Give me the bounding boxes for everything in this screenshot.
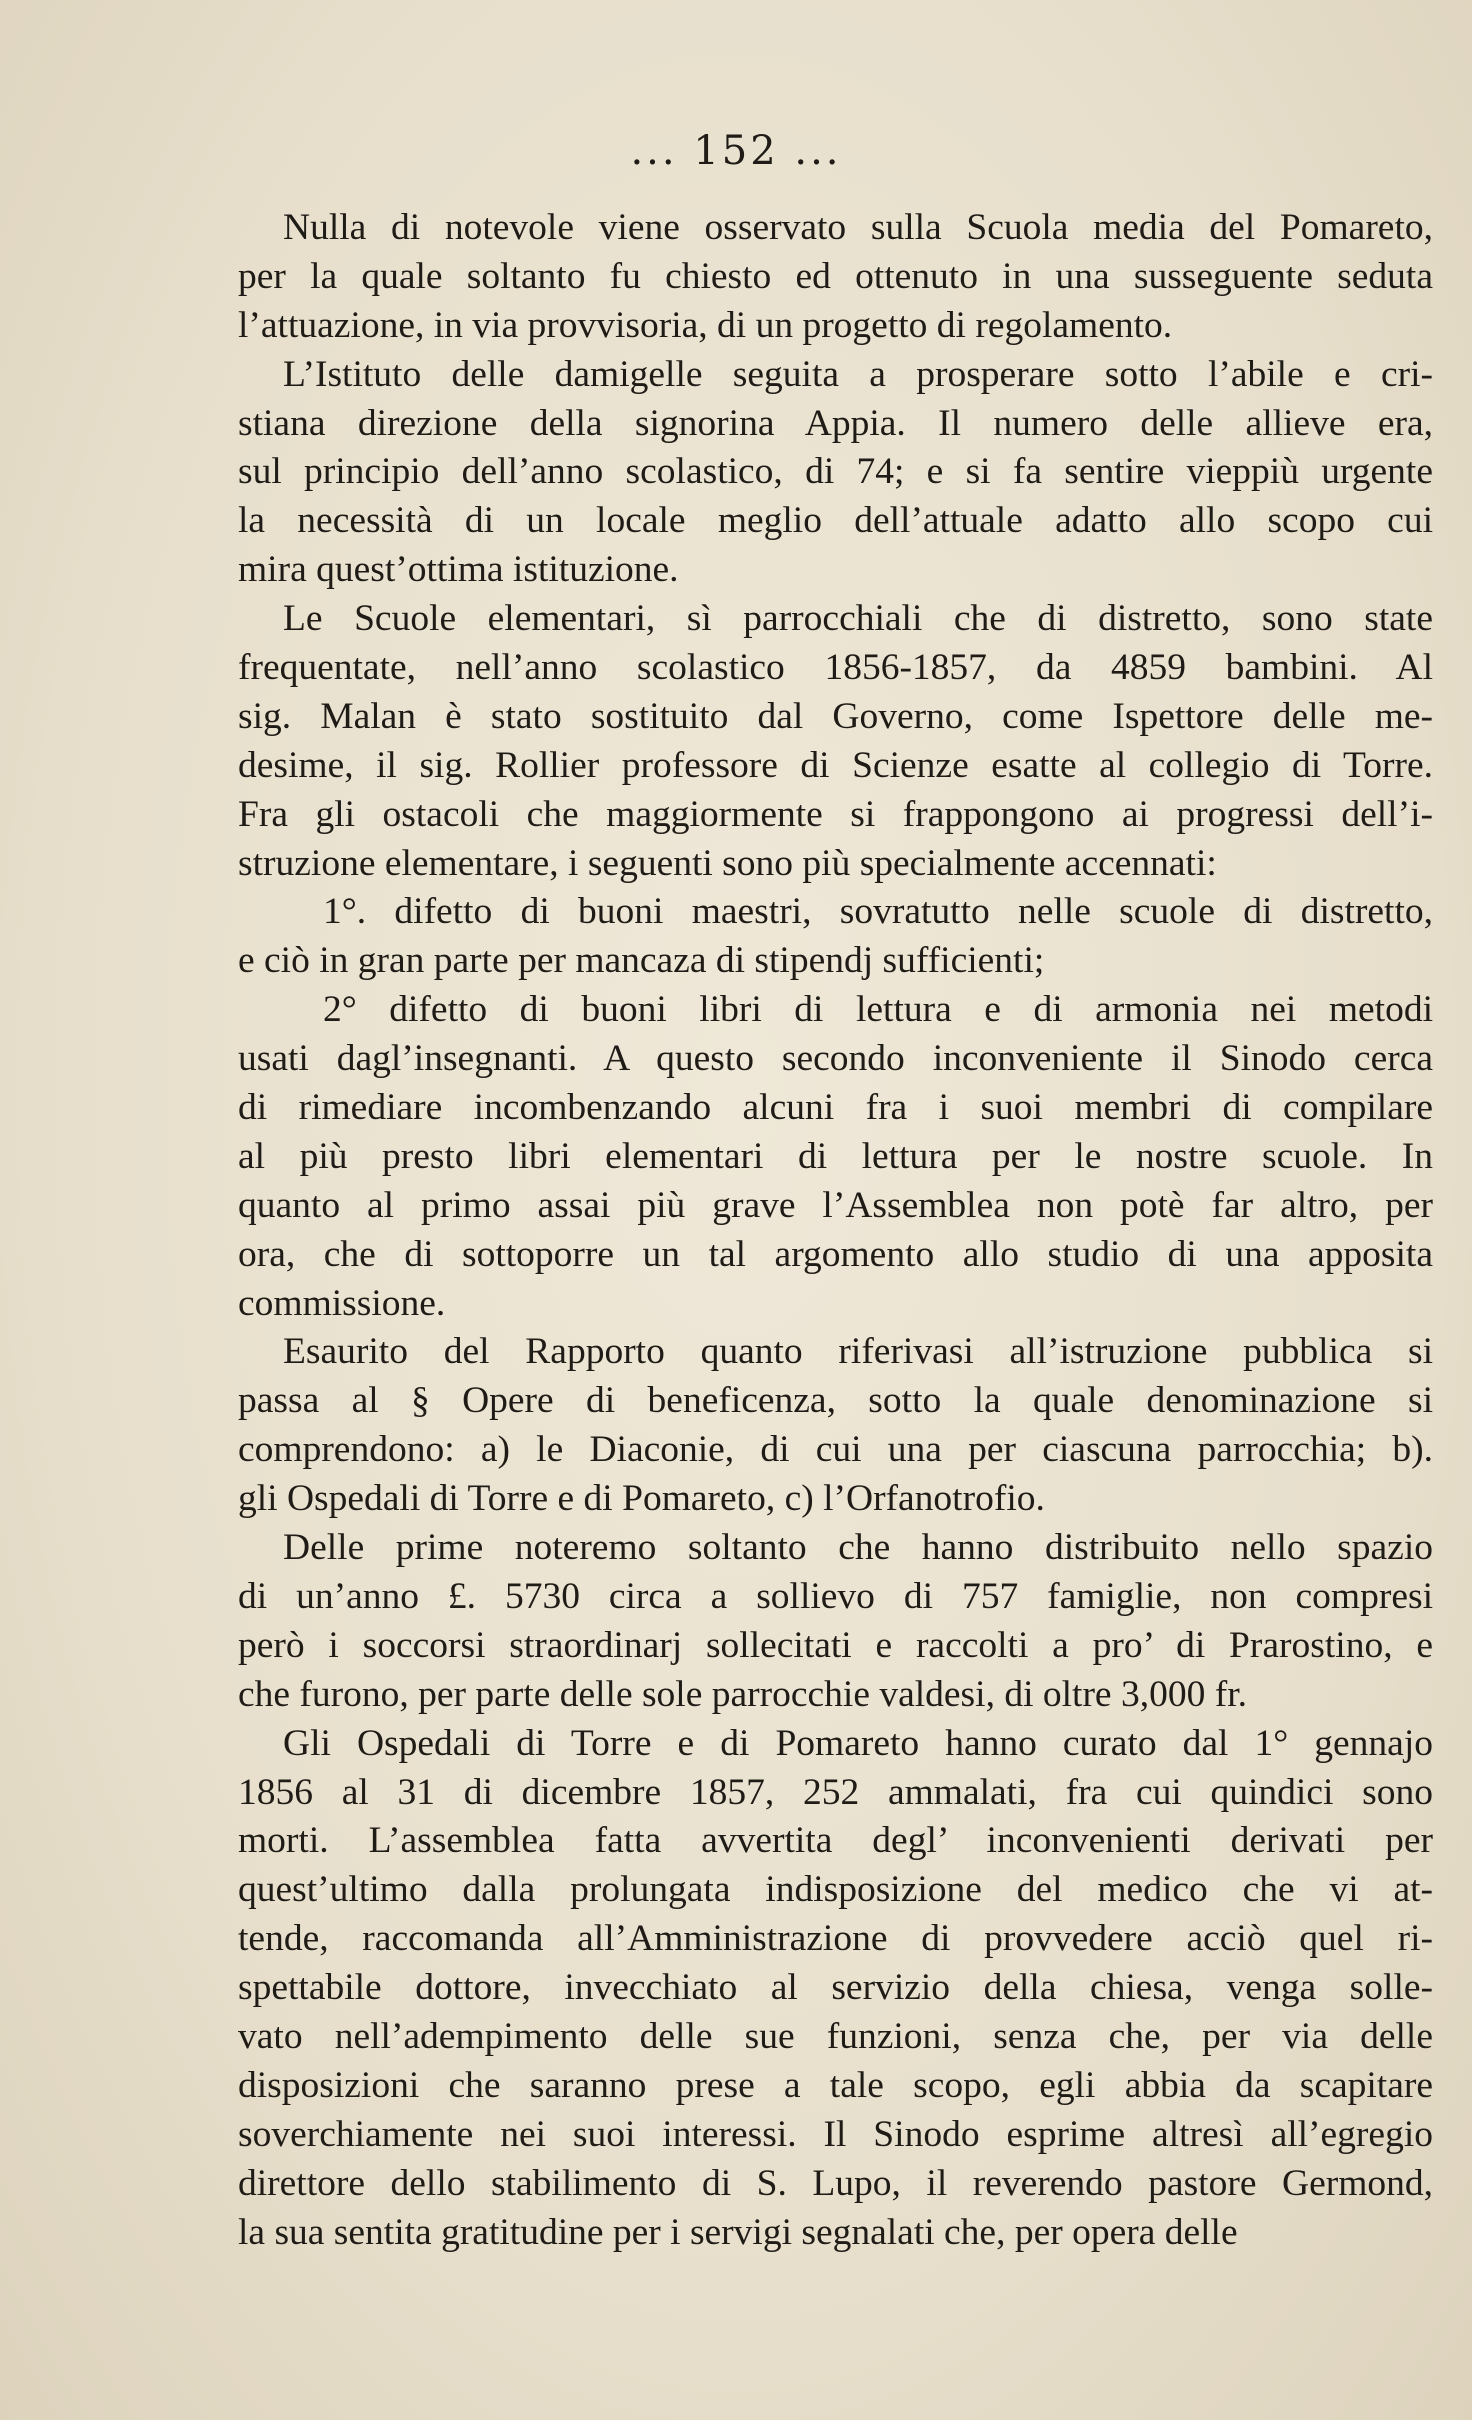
text-line: di rimediare incombenzando alcuni fra i suoi membri di compilare [238, 1087, 1433, 1129]
text-line: quest’ultimo dalla prolungata indisposizione del medico che vi at- [238, 1869, 1433, 1911]
text-line: 1856 al 31 di dicembre 1857, 252 ammalati, fra cui quindici sono [238, 1771, 1433, 1813]
paragraph [238, 351, 1433, 595]
text-line: Fra gli ostacoli che maggiormente si frappongono ai progressi dell’i- [238, 793, 1433, 835]
text-line: comprendono: a) le Diaconie, di cui una per ciascuna parrocchia; b). [238, 1429, 1433, 1471]
text-line: disposizioni che saranno prese a tale scopo, egli abbia da scapitare [238, 2064, 1433, 2106]
text-line: Delle prime noteremo soltanto che hanno distribuito nello spazio [283, 1527, 1433, 1569]
text-line: e ciò in gran parte per mancaza di stipendj sufficienti; [238, 940, 1045, 982]
text-line: sig. Malan è stato sostituito dal Governo, come Ispettore delle me- [238, 695, 1433, 737]
page-number: ... 152 ... [630, 128, 842, 174]
paragraph [238, 888, 1433, 986]
text-line: frequentate, nell’anno scolastico 1856-1857, da 4859 bambini. Al [238, 647, 1433, 689]
text-line: soverchiamente nei suoi interessi. Il Sinodo esprime altresì all’egregio [238, 2113, 1433, 2155]
text-line: direttore dello stabilimento di S. Lupo, il reverendo pastore Germond, [238, 2162, 1433, 2204]
text-line: quanto al primo assai più grave l’Assemblea non potè far altro, per [238, 1184, 1433, 1226]
body-text [238, 204, 1433, 2257]
text-line: di un’anno £. 5730 circa a sollievo di 757 famiglie, non compresi [238, 1575, 1433, 1617]
text-line: Le Scuole elementari, sì parrocchiali che di distretto, sono state [283, 598, 1433, 640]
text-line: che furono, per parte delle sole parrocchie valdesi, di oltre 3,000 fr. [238, 1673, 1247, 1715]
text-line: la sua sentita gratitudine per i servigi segnalati che, per opera delle [238, 2211, 1238, 2253]
text-line: al più presto libri elementari di lettura per le nostre scuole. In [238, 1135, 1433, 1177]
text-line: ora, che di sottoporre un tal argomento allo studio di una apposita [238, 1233, 1433, 1275]
text-line: gli Ospedali di Torre e di Pomareto, c) l’Orfanotrofio. [238, 1478, 1045, 1520]
paragraph [238, 1328, 1433, 1524]
text-line: 1°. difetto di buoni maestri, sovratutto nelle scuole di distretto, [323, 891, 1433, 933]
text-line: mira quest’ottima istituzione. [238, 549, 679, 591]
text-line: L’Istituto delle damigelle seguita a prosperare sotto l’abile e cri- [283, 353, 1433, 395]
paragraph [238, 595, 1433, 888]
text-line: la necessità di un locale meglio dell’attuale adatto allo scopo cui [238, 500, 1433, 542]
paragraph [238, 204, 1433, 351]
text-line: stiana direzione della signorina Appia. Il numero delle allieve era, [238, 402, 1433, 444]
paragraph [238, 1524, 1433, 1720]
text-line: però i soccorsi straordinarj sollecitati e raccolti a pro’ di Prarostino, e [238, 1624, 1433, 1666]
text-line: usati dagl’insegnanti. A questo secondo inconveniente il Sinodo cerca [238, 1038, 1433, 1080]
text-line: 2° difetto di buoni libri di lettura e di armonia nei metodi [323, 989, 1433, 1031]
text-line: morti. L’assemblea fatta avvertita degl’ inconvenienti derivati per [238, 1820, 1433, 1862]
text-line: tende, raccomanda all’Amministrazione di provvedere acciò quel ri- [238, 1918, 1433, 1960]
text-line: spettabile dottore, invecchiato al servizio della chiesa, venga solle- [238, 1967, 1433, 2009]
text-line: l’attuazione, in via provvisoria, di un progetto di regolamento. [238, 304, 1173, 346]
text-line: Gli Ospedali di Torre e di Pomareto hanno curato dal 1° gennajo [283, 1722, 1433, 1764]
text-line: commissione. [238, 1282, 446, 1324]
text-line: sul principio dell’anno scolastico, di 74; e si fa sentire vieppiù urgente [238, 451, 1433, 493]
text-line: per la quale soltanto fu chiesto ed ottenuto in una susseguente seduta [238, 255, 1433, 297]
text-line: vato nell’adempimento delle sue funzioni, senza che, per via delle [238, 2015, 1433, 2057]
text-line: Esaurito del Rapporto quanto riferivasi all’istruzione pubblica si [283, 1331, 1433, 1373]
paragraph [238, 986, 1433, 1328]
text-line: passa al § Opere di beneficenza, sotto la quale denominazione si [238, 1380, 1433, 1422]
text-line: Nulla di notevole viene osservato sulla Scuola media del Pomareto, [283, 207, 1433, 248]
paragraph [238, 1720, 1433, 2258]
text-line: struzione elementare, i seguenti sono più specialmente accennati: [238, 842, 1217, 884]
text-line: desime, il sig. Rollier professore di Scienze esatte al collegio di Torre. [238, 744, 1433, 786]
